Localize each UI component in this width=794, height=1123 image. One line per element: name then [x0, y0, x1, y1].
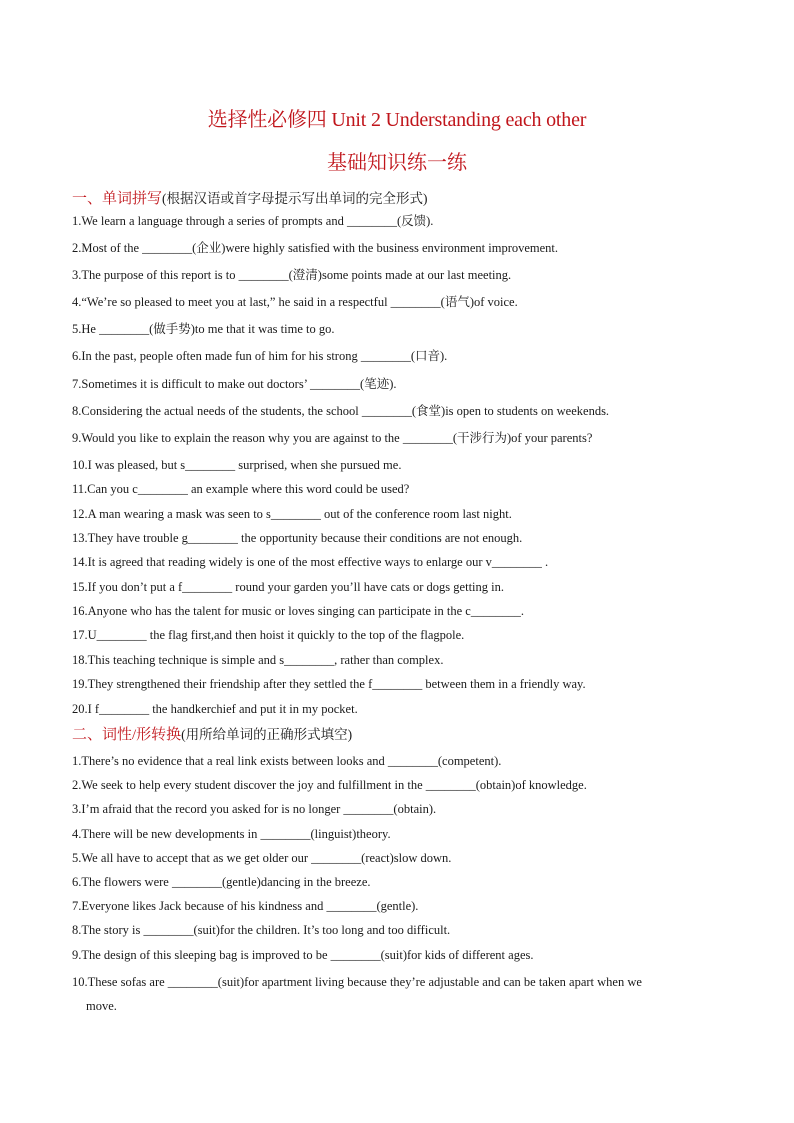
question-item: 3.The purpose of this report is to ________(澄清)some points made at our last meeting. — [72, 268, 512, 283]
question-item: 1.There’s no evidence that a real link exists between looks and ________(competent). — [72, 754, 502, 768]
question-item: 8.The story is ________(suit)for the children. It’s too long and too difficult. — [72, 923, 451, 938]
section-instruction: (根据汉语或首字母提示写出单词的完全形式) — [162, 191, 428, 206]
question-item: 4.There will be new developments in ________(linguist)theory. — [72, 826, 391, 841]
question-item: 5.We all have to accept that as we get older our ________(react)slow down. — [72, 850, 452, 865]
question-item: 2.We seek to help every student discover the joy and fulfillment in the ________(obtain)of knowledge. — [72, 778, 587, 793]
question-item: 8.Considering the actual needs of the students, the school ________(食堂)is open to students on weekends. — [72, 403, 610, 418]
question-item: 20.I f________ the handkerchief and put it in my pocket. — [72, 701, 358, 716]
question-item: 17.U________ the flag first,and then hoist it quickly to the top of the flagpole. — [72, 628, 465, 643]
question-item: 15.If you don’t put a f________ round your garden you’ll have cats or dogs getting in. — [72, 579, 504, 594]
question-item: 7.Sometimes it is difficult to make out doctors’ ________(笔迹). — [72, 376, 397, 391]
question-item: 4.“We’re so pleased to meet you at last,” he said in a respectful ________(语气)of voice. — [72, 295, 518, 310]
question-item: 9.The design of this sleeping bag is improved to be ________(suit)for kids of different ages. — [72, 947, 534, 962]
question-item: 2.Most of the ________(企业)were highly satisfied with the business environment improvement. — [72, 241, 559, 256]
section-instruction: (用所给单词的正确形式填空) — [181, 727, 353, 742]
question-item: 6.The flowers were ________(gentle)dancing in the breeze. — [72, 874, 371, 889]
page-subtitle: 基础知识练一练 — [327, 152, 467, 174]
question-item: 16.Anyone who has the talent for music or loves singing can participate in the c________. — [72, 604, 524, 619]
question-item: 10.I was pleased, but s________ surprised, when she pursued me. — [72, 457, 402, 472]
question-item: 1.We learn a language through a series of prompts and ________(反馈). — [72, 214, 434, 228]
question-item: 11.Can you c________ an example where this word could be used? — [72, 482, 410, 497]
question-item: 9.Would you like to explain the reason why you are against to the ________(干涉行为)of your parents? — [72, 430, 593, 445]
section-heading-spelling — [72, 187, 428, 208]
question-item: 12.A man wearing a mask was seen to s________ out of the conference room last night. — [72, 506, 512, 521]
question-line-continued: move. — [86, 998, 117, 1013]
page-title: 选择性必修四 Unit 2 Understanding each other — [207, 109, 587, 131]
word-form-question-list — [72, 752, 722, 1018]
question-item: 18.This teaching technique is simple and s________, rather than complex. — [72, 652, 444, 667]
question-item: 6.In the past, people often made fun of him for his strong ________(口音). — [72, 349, 448, 364]
spelling-question-list — [72, 212, 722, 724]
question-item: 7.Everyone likes Jack because of his kindness and ________(gentle). — [72, 899, 419, 914]
question-item — [72, 970, 722, 1018]
question-item: 13.They have trouble g________ the opportunity because their conditions are not enough. — [72, 530, 523, 545]
question-item: 3.I’m afraid that the record you asked for is no longer ________(obtain). — [72, 802, 437, 817]
question-item: 5.He ________(做手势)to me that it was time to go. — [72, 322, 335, 337]
question-item: 14.It is agreed that reading widely is one of the most effective ways to enlarge our v________ . — [72, 555, 549, 570]
section-heading-word-forms — [72, 723, 352, 744]
section-title: 一、单词拼写 — [72, 191, 163, 207]
section-title: 二、词性/形转换 — [72, 727, 182, 743]
question-line: 10.These sofas are ________(suit)for apartment living because they’re adjustable and can be taken apart when we — [72, 974, 642, 989]
question-item: 19.They strengthened their friendship after they settled the f________ between them in a friendly way. — [72, 677, 586, 692]
